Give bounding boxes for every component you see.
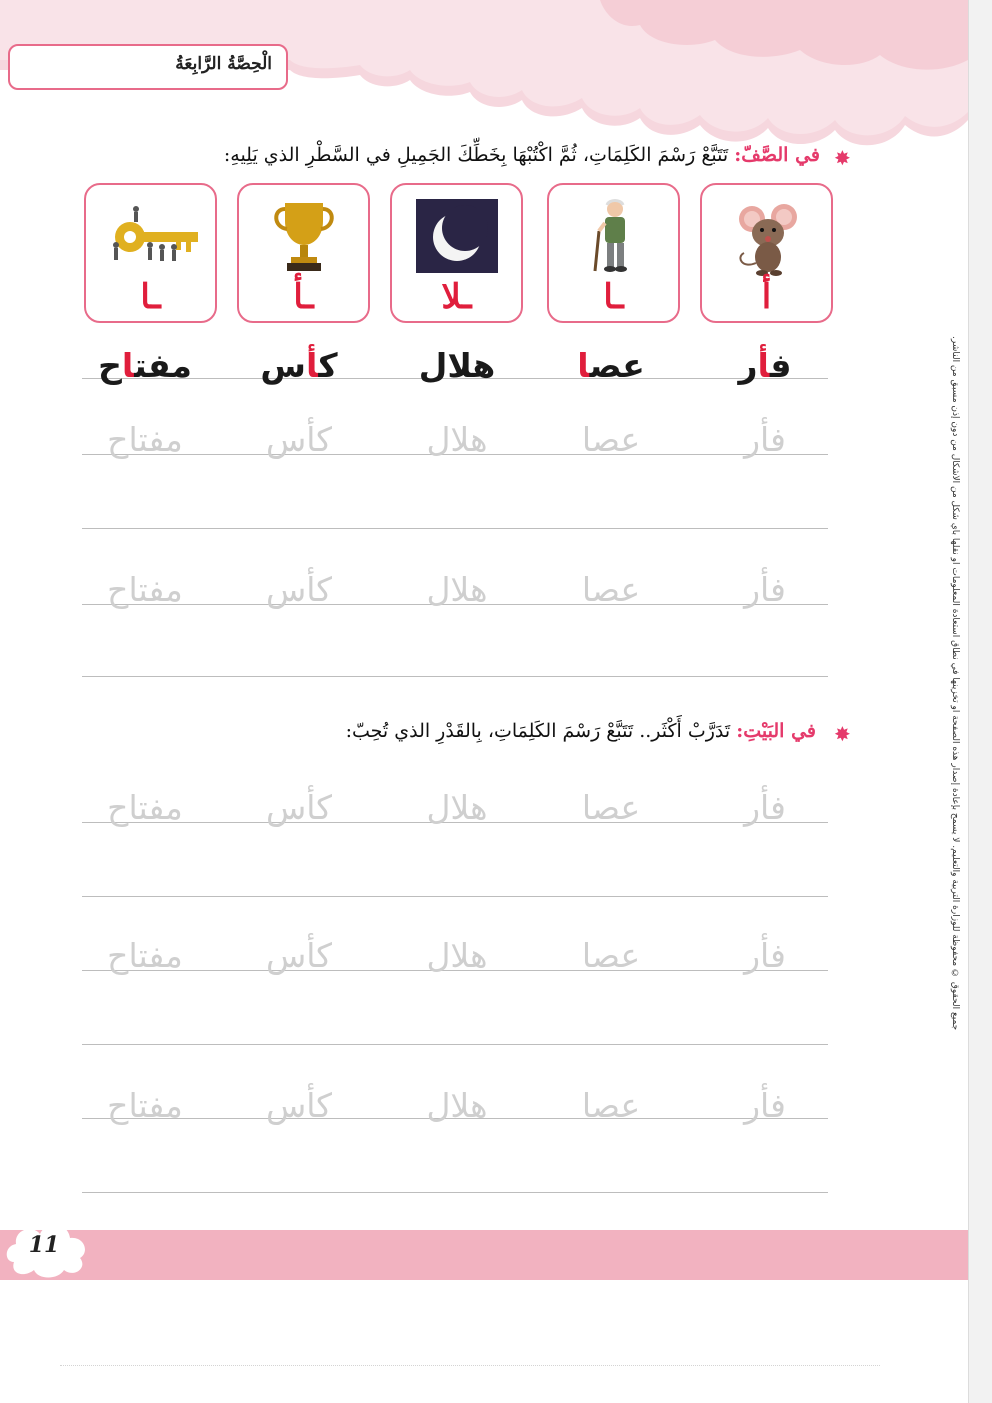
copyright-notice: جميع الحقوق © محفوظة للوزارة التربية والتعليم. لا يسمح بإعادة إصدار هذه الصفحة أو تخزينها في نطاق استعادة المعلومات أو نقلها بأي شكل من الأشكال من دون إذن مسبق من الناشر. — [950, 335, 960, 1030]
trace-word: مفتاح — [107, 1086, 183, 1125]
trace-word: كأس — [265, 936, 333, 975]
picture-card — [547, 183, 680, 323]
picture-card — [237, 183, 370, 323]
trace-word: كأس — [265, 788, 333, 827]
crescent-moon-icon — [412, 197, 502, 277]
writing-line — [82, 896, 828, 897]
trace-word: هلال — [426, 570, 488, 609]
home-tag: في البَيْتِ: — [736, 720, 816, 742]
trace-word: فأر — [744, 1086, 786, 1125]
model-word: فأر — [738, 346, 792, 385]
trace-word: كأس — [265, 1086, 333, 1125]
trace-word: فأر — [744, 420, 786, 459]
trace-word: مفتاح — [107, 788, 183, 827]
trace-word: فأر — [744, 788, 786, 827]
trace-word: هلال — [426, 788, 488, 827]
writing-line — [82, 528, 828, 529]
trace-word: عصا — [581, 420, 641, 459]
writing-line — [82, 1044, 828, 1045]
model-word: هلال — [418, 346, 496, 385]
trace-word: هلال — [426, 936, 488, 975]
trace-word: عصا — [581, 570, 641, 609]
page-edge — [968, 0, 992, 1403]
picture-card — [84, 183, 217, 323]
old-man-icon — [569, 197, 659, 277]
writing-line — [82, 1192, 828, 1193]
trace-word: عصا — [581, 1086, 641, 1125]
trace-word: عصا — [581, 936, 641, 975]
trace-word: هلال — [426, 1086, 488, 1125]
model-word: مفتاح — [98, 346, 192, 385]
card-letter: أ — [761, 277, 772, 317]
classroom-text: تَتَبَّعْ رَسْمَ الكَلِمَاتِ، ثُمَّ اكْتُبْهَا بِخَطِّكَ الجَمِيلِ في السَّطْرِ الذي يَلِيهِ: — [223, 144, 735, 166]
scan-artifact — [60, 1365, 880, 1366]
writing-line — [82, 676, 828, 677]
trace-word: هلال — [426, 420, 488, 459]
picture-card — [390, 183, 523, 323]
key-icon — [106, 197, 206, 277]
trace-word: كأس — [265, 420, 333, 459]
card-letter: ـا — [140, 277, 161, 317]
trophy-icon — [259, 197, 349, 277]
card-letter: ـا — [603, 277, 624, 317]
footer-band — [0, 1230, 968, 1280]
star-bullet-icon: ✸ — [834, 146, 851, 170]
trace-word: مفتاح — [107, 936, 183, 975]
lesson-title: الْحِصَّةُ الرَّابِعَةُ — [8, 44, 288, 90]
classroom-instruction — [224, 144, 820, 166]
trace-word: مفتاح — [107, 420, 183, 459]
model-word: كأس — [260, 346, 338, 385]
picture-card — [700, 183, 833, 323]
classroom-tag: في الصَّفّ: — [734, 144, 820, 166]
card-letter: ـلا — [441, 277, 472, 317]
trace-word: كأس — [265, 570, 333, 609]
page-number: 11 — [28, 1232, 60, 1258]
model-word: عصا — [577, 346, 645, 385]
mouse-icon — [722, 197, 812, 277]
card-letter: ـأ — [293, 277, 314, 317]
trace-word: عصا — [581, 788, 641, 827]
trace-word: مفتاح — [107, 570, 183, 609]
trace-word: فأر — [744, 936, 786, 975]
trace-word: فأر — [744, 570, 786, 609]
star-bullet-icon: ✸ — [834, 722, 851, 746]
home-instruction — [346, 720, 816, 742]
home-text: تَدَرَّبْ أَكْثَر.. تَتَبَّعْ رَسْمَ الكَلِمَاتِ، بِالقَدْرِ الذي تُحِبّ: — [345, 720, 737, 742]
